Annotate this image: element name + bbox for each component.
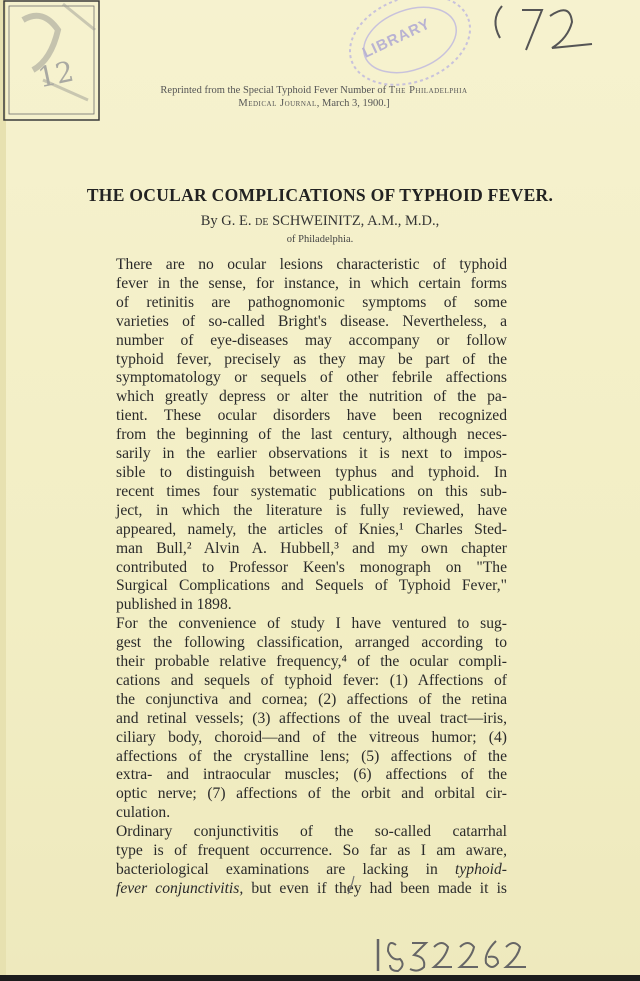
byline-name: SCHWEINITZ, A.M., M.D., xyxy=(272,213,440,229)
text-line: varieties of so-called Bright's disease. Nevertheless, a xyxy=(116,312,507,330)
page-bottom-edge xyxy=(0,975,640,981)
text-line: affections of the crystalline lens; (5) affections of the xyxy=(116,747,507,765)
text-line: ciliary body, choroid—and of the vitreous humor; (4) xyxy=(116,728,507,746)
text-line: symptomatology or sequels of other febrile affections xyxy=(116,369,507,387)
library-stamp-text: LIBRARY xyxy=(359,15,434,62)
text-line: from the beginning of the last century, although neces- xyxy=(116,426,507,444)
text-line: number of eye-diseases may accompany or follow xyxy=(116,331,507,349)
handwritten-shelf-mark xyxy=(480,0,630,60)
text-line: sarily in the earlier observations it is next to impos- xyxy=(116,445,507,463)
byline-prefix: By G. E. xyxy=(200,213,252,229)
page-left-edge xyxy=(0,0,6,981)
text-line: type is of frequent occurrence. So far as I am aware, xyxy=(116,842,507,860)
reprint-line1-prefix: Reprinted from the Special Typhoid Fever Number of xyxy=(160,85,387,96)
text-line: which greatly depress or alter the nutrition of the pa- xyxy=(116,388,507,406)
text-line: contributed to Professor Keen's monograph on "The xyxy=(116,558,507,576)
text-line: published in 1898. xyxy=(116,596,232,614)
reprint-journal-name: The Philadelphia xyxy=(388,85,468,96)
text-line: gest the following classification, arranged according to xyxy=(116,634,507,652)
article-body xyxy=(116,256,507,899)
text-line: typhoid fever, precisely as they may be part of the xyxy=(116,350,507,368)
text-line: man Bull,² Alvin A. Hubbell,³ and my own chapter xyxy=(116,539,507,557)
text-line: tient. These ocular disorders have been recognized xyxy=(116,407,507,425)
text-line: recent times four systematic publications on this sub- xyxy=(116,482,507,500)
text-line: the conjunctiva and cornea; (2) affections of the retina xyxy=(116,690,507,708)
byline-particle: de xyxy=(255,213,269,229)
text-line: fever in the sense, for instance, in which certain forms xyxy=(116,274,507,292)
author-affiliation: of Philadelphia. xyxy=(286,234,354,245)
article-title: THE OCULAR COMPLICATIONS OF TYPHOID FEVER. xyxy=(86,185,554,205)
text-line: For the convenience of study I have ventured to sug- xyxy=(116,615,507,633)
italic-term: fever conjunctivitis, xyxy=(116,879,244,897)
reprint-journal-name-2: Medical Journal xyxy=(238,98,317,109)
text-line: Ordinary conjunctivitis of the so-called catarrhal xyxy=(116,823,507,841)
italic-term: typhoid- xyxy=(455,861,507,878)
text-line: their probable relative frequency,⁴ of the ocular compli- xyxy=(116,653,507,671)
stamp-number: 12 xyxy=(34,54,77,95)
text-line: extra- and intraocular muscles; (6) affections of the xyxy=(116,766,507,784)
paragraph-1 xyxy=(116,256,507,615)
text-line: Surgical Complications and Sequels of Typhoid Fever," xyxy=(116,577,507,595)
text-line: ject, in which the literature is fully reviewed, have xyxy=(116,501,507,519)
pencil-mark xyxy=(342,874,362,896)
text-line: bacteriological examinations are lacking in typhoid- xyxy=(116,861,507,878)
text-line: optic nerve; (7) affections of the orbit and orbital cir- xyxy=(116,785,507,803)
text-line: and retinal vessels; (3) affections of the uveal tract—iris, xyxy=(116,709,507,727)
handwritten-accession-number xyxy=(372,935,532,975)
text-line: sible to distinguish between typhus and typhoid. In xyxy=(116,463,507,481)
text-line: cations and sequels of typhoid fever: (1) Affections of xyxy=(116,671,507,689)
text-line: culation. xyxy=(116,804,171,822)
reprint-date: , March 3, 1900.] xyxy=(316,98,390,109)
text-line: fever conjunctivitis, but even if they had been made it is xyxy=(116,879,507,897)
author-byline xyxy=(60,213,580,230)
text-line: There are no ocular lesions characteristic of typhoid xyxy=(116,256,507,273)
paragraph-2 xyxy=(116,615,507,823)
text-line: of retinitis are pathognomonic symptoms of some xyxy=(116,293,507,311)
reprint-note xyxy=(104,84,524,110)
text-line: appeared, namely, the articles of Knies,¹ Charles Sted- xyxy=(116,520,507,538)
paragraph-3 xyxy=(116,823,507,899)
